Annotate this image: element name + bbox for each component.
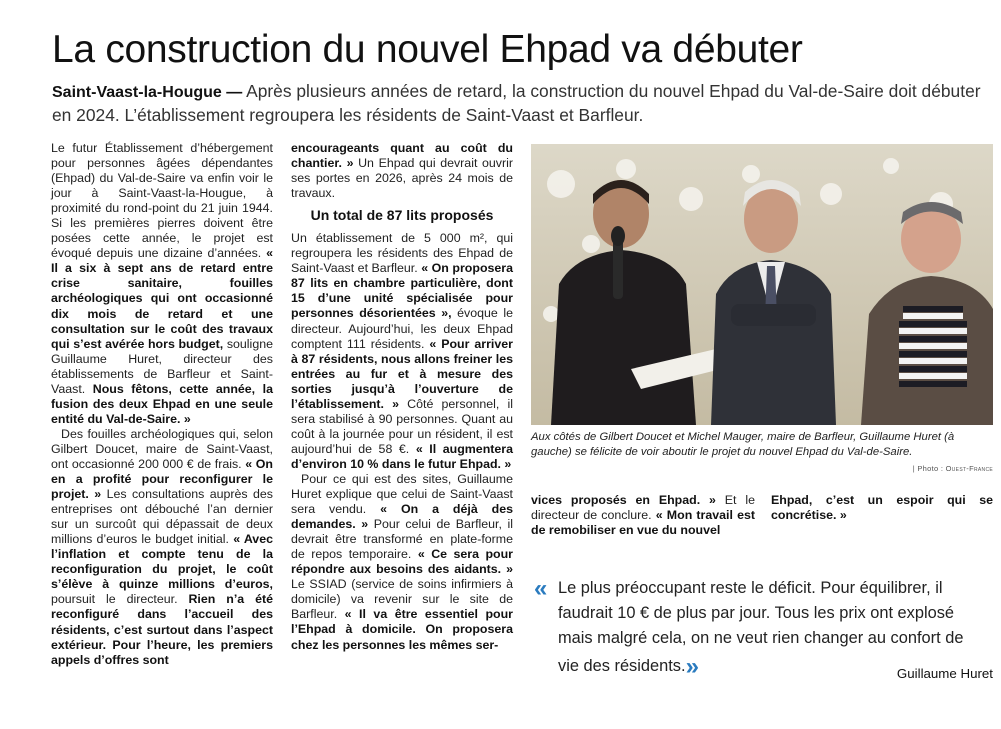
quote-run: « Il va être essentiel pour l’Ehpad à domicile. On proposera chez les personnes les mêmes ser- [291,607,513,652]
quote-run: « Il augmentera d’environ 10 % dans le futur Ehpad. » [291,441,513,471]
text-run: souligne Guillaume Huret, directeur des établissements de Barfleur et Saint-Vaast. [51,336,273,396]
quote-run: « On proposera 87 lits en chambre particulière, dont 15 d’une unité spécialisée pour personnes désorientées », [291,261,514,321]
paragraph [51,427,273,668]
quote-run: « Pour arriver à 87 résidents, nous allons freiner les entrées au fur et à mesure des sorties jusqu’à l’ouverture de l’établissement. » [291,336,513,411]
credit-source: Ouest-France [945,464,993,473]
text-run: Le SSIAD (service de soins infirmiers à domicile) va revenir sur le site de Barfleur. [291,577,513,622]
quote-run: « Ce sera pour répondre aux besoins des aidants. » [291,547,513,577]
text-run: Les consultations auprès des entreprises ont débouché l’an dernier sur un surcoût qui dépassait de deux millions d’euros le budget initial. [51,487,273,547]
dateline: Saint-Vaast-la-Hougue — [52,84,243,101]
quote-run: Nous fêtons, cette année, la fusion des deux Ehpad en une seule entité du Val-de-Saire. » [51,381,273,426]
quote-body: Le plus préoccupant reste le déficit. Pour équilibrer, il faudrait 10 € de plus par jour. Tous les prix ont explosé mais malgré cela, on ne veut rien changer au confort de vie des résidents. [558,579,964,675]
quote-run: encourageants quant au coût du chantier. » [291,141,513,171]
close-quote-icon: » [685,653,693,680]
paragraph [291,472,513,653]
text-run: Un établissement de 5 000 m², qui regroupera les résidents des Ehpad de Saint-Vaast et Barfleur. [291,231,513,276]
paragraph [531,493,755,538]
subheading: Un total de 87 lits proposés [310,207,494,224]
paragraph [771,493,993,523]
photo-caption: Aux côtés de Gilbert Doucet et Michel Mauger, maire de Barfleur, Guillaume Huret (à gauche) se félicite de voir aboutir le projet du nouvel Ehpad du Val-de-Saire. [531,431,955,458]
paragraph [291,141,513,201]
text-run: Côté personnel, il sera stabilisé à 90 personnes. Quant au coût à la journée pour un résident, il est aujourd’hui de 58 €. [291,396,513,456]
text-run: Un Ehpad qui devrait ouvrir ses portes en 2026, après 24 mois de travaux. [291,156,513,201]
article-column-2 [291,141,513,653]
quote-run: « On en a profité pour reconfigurer le projet. » [51,456,273,502]
quote-run: « Mon travail est de remobiliser en vue du nouvel [531,508,755,538]
headline: La construction du nouvel Ehpad va débuter [52,28,803,71]
open-quote-icon: « [534,575,542,602]
quote-author: Guillaume Huret [896,666,993,681]
text-run: Pour ce qui est des sites, Guillaume Huret explique que celui de Saint-Vaast sera vendu. [291,471,513,517]
paragraph [291,231,513,472]
text-run: poursuit le directeur. [51,592,189,607]
quote-run: Ehpad, c’est un espoir qui se concrétise. » [771,493,993,523]
quote-text [558,576,974,679]
quote-run: « Avec l’inflation et compte tenu de la reconfiguration du projet, le coût s’élève à quinze millions d’euros, [51,532,273,592]
quote-run: « Il a six à sept ans de retard entre crise sanitaire, fouilles archéologiques qui ont occasionné dix mois de retard et une consultation sur le coût des travaux qui s’est avérée hors budget, [51,246,273,351]
photo-credit [913,464,993,473]
quote-run: vices proposés en Ehpad. » [531,493,716,507]
text-run: Pour celui de Barfleur, il devrait être transformé en plate-forme de repos temporaire. [291,517,513,562]
lead-paragraph [52,80,982,126]
quote-run: Rien n’a été reconfiguré dans l’accueil des résidents, c’est surtout dans l’aspect extérieur. Pour l’heure, les premiers appels d’offres sont [51,592,273,667]
text-run: Des fouilles archéologiques qui, selon Gilbert Doucet, maire de Saint-Vaast, ont occasionné 200 000 € de frais. [51,426,273,471]
text-run: évoque le directeur. Aujourd’hui, les deux Ehpad comptent 111 résidents. [291,306,513,351]
quote-run: « On a déjà des demandes. » [291,502,513,532]
credit-label: | Photo : [912,464,944,473]
article-column-1 [51,141,273,668]
paragraph [51,141,273,427]
article-photo [531,144,993,425]
text-run: Le futur Établissement d’hébergement pour personnes âgées dépendantes (Ehpad) du Val-de-Saire va enfin voir le jour à Saint-Vaast-la-Hougue, à proximité du rond-point du 21 juin 1944. Si les premières pierres doivent être posées cette année, le projet est évoqué depuis une dizaine d’années. [51,141,273,261]
text-run: Et le directeur de conclure. [531,493,755,523]
pull-quote [534,576,974,679]
article-column-3 [531,493,755,538]
lead-text: Après plusieurs années de retard, la construction du nouvel Ehpad du Val-de-Saire doit débuter en 2024. L’établissement regroupera les résidents de Saint-Vaast et Barfleur. [52,81,981,125]
article-column-4 [771,493,993,523]
